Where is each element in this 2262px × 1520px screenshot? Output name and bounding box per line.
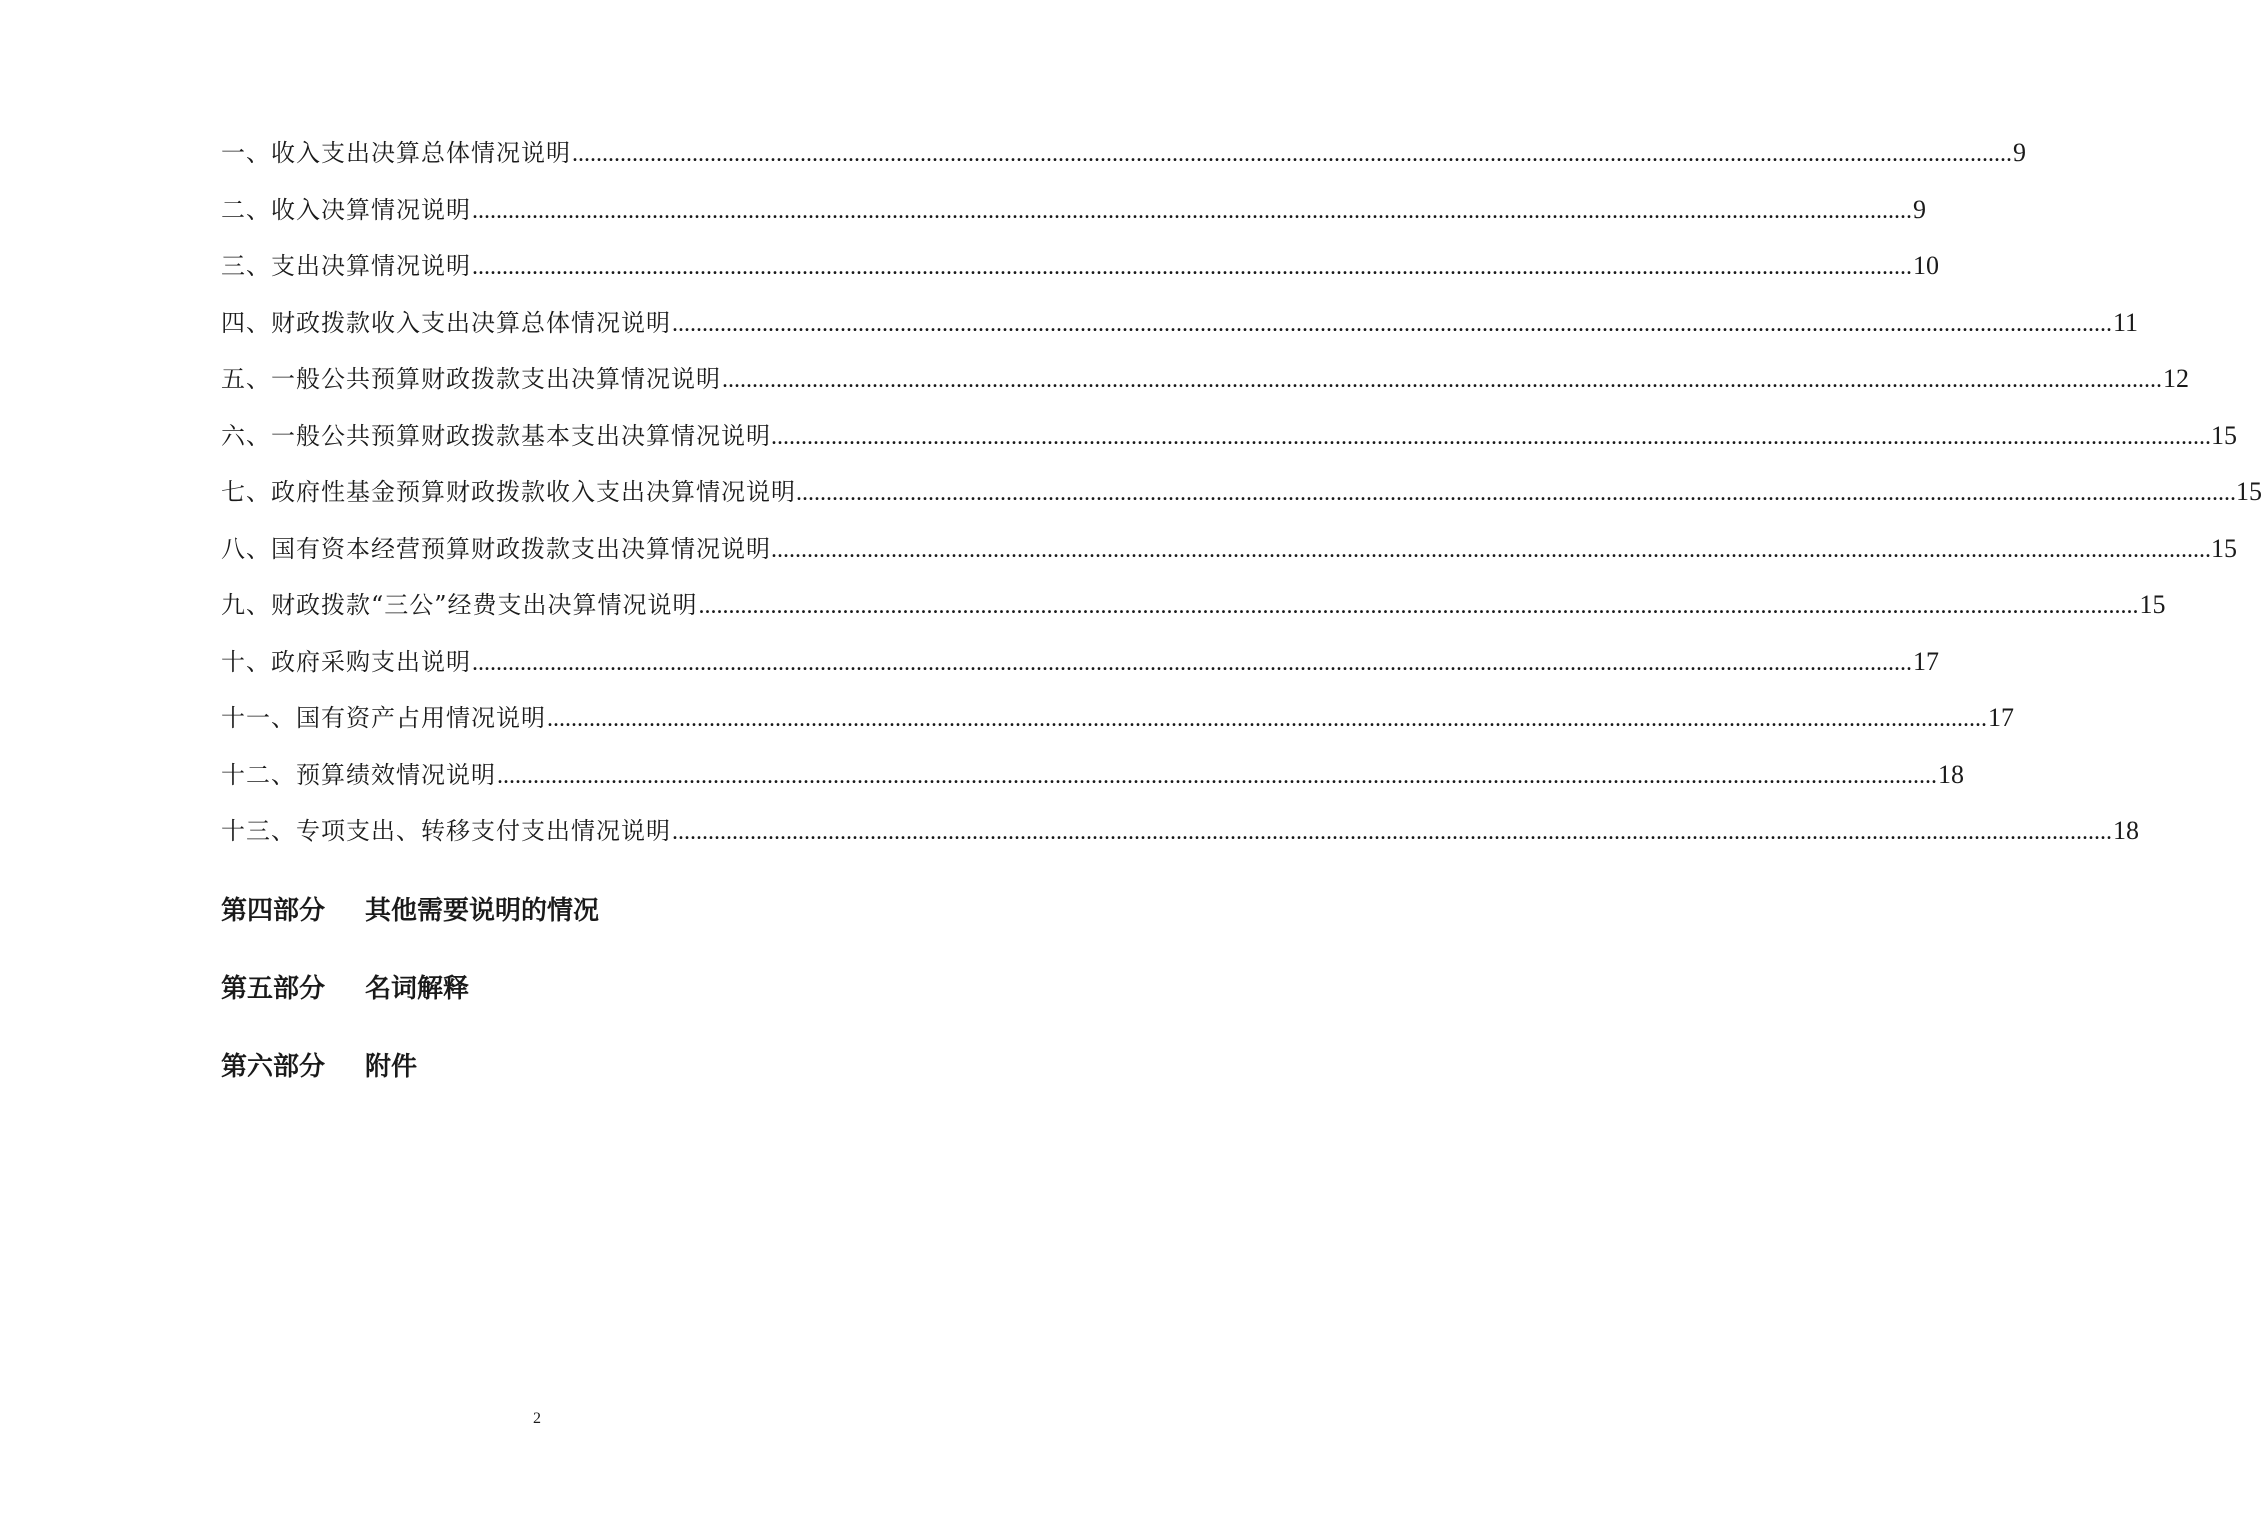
toc-leader-dots (497, 763, 1937, 790)
part-number: 第四部分 (221, 896, 326, 926)
toc-entry-page: 9 (2013, 138, 2026, 167)
toc-entry[interactable] (221, 811, 2139, 868)
toc-entry[interactable] (221, 359, 2189, 416)
toc-leader-dots (547, 706, 1987, 733)
toc-entry[interactable] (221, 472, 2262, 529)
toc-entry-title: 十、政府采购支出说明 (221, 647, 471, 676)
toc-leader-dots (472, 198, 1912, 225)
toc-entry[interactable] (221, 529, 2237, 586)
part-heading[interactable] (221, 968, 599, 1046)
part-heading[interactable] (221, 1046, 599, 1124)
toc-leader-dots (722, 367, 2162, 394)
toc-entry-page: 10 (1913, 251, 1939, 280)
toc-entry-title: 九、财政拨款“三公”经费支出决算情况说明 (221, 591, 698, 619)
toc-entry-page: 17 (1988, 703, 2014, 732)
toc-entry-page: 15 (2236, 477, 2262, 506)
toc-entry-page: 15 (2139, 590, 2166, 619)
toc-entry-title: 二、收入决算情况说明 (221, 195, 471, 224)
toc-entry[interactable] (221, 303, 2139, 360)
toc-entry-page: 18 (2113, 816, 2139, 845)
toc-entry[interactable] (221, 642, 1939, 699)
toc-leader-dots (699, 593, 2139, 620)
toc-entry-title: 十三、专项支出、转移支付支出情况说明 (221, 817, 671, 845)
toc-entry-title: 三、支出决算情况说明 (221, 252, 471, 280)
toc-leader-dots (572, 141, 2012, 168)
toc-entry-title: 一、收入支出决算总体情况说明 (221, 139, 571, 167)
toc-entry[interactable] (221, 246, 1939, 303)
part-title: 名词解释 (365, 974, 470, 1004)
toc-leader-dots (771, 537, 2211, 564)
toc-leader-dots (796, 480, 2236, 507)
toc-entry-page: 15 (2211, 420, 2237, 450)
toc-entry-title: 七、政府性基金预算财政拨款收入支出决算情况说明 (221, 478, 796, 506)
toc-entry[interactable] (221, 416, 2237, 473)
part-heading[interactable] (221, 890, 599, 968)
toc-leader-dots (672, 311, 2112, 338)
toc-entry[interactable] (221, 698, 2014, 755)
part-number: 第六部分 (221, 1052, 326, 1082)
toc-entry-page: 9 (1913, 194, 1926, 224)
toc-leader-dots (472, 650, 1912, 677)
toc-leader-dots (472, 254, 1912, 281)
toc-entry-title: 六、一般公共预算财政拨款基本支出决算情况说明 (221, 421, 771, 450)
toc-entry-title: 十二、预算绩效情况说明 (221, 760, 496, 789)
toc-leader-dots (672, 819, 2112, 846)
table-of-contents (221, 133, 2262, 868)
toc-entry-page: 11 (2113, 307, 2139, 337)
part-title: 附件 (365, 1052, 418, 1082)
toc-entry-title: 八、国有资本经营预算财政拨款支出决算情况说明 (221, 534, 771, 563)
toc-entry[interactable] (221, 755, 1964, 812)
toc-entry-page: 17 (1913, 646, 1939, 676)
toc-entry[interactable] (221, 585, 2166, 642)
toc-entry[interactable] (221, 133, 2026, 190)
toc-leader-dots (771, 424, 2211, 451)
part-headings (221, 890, 599, 1124)
part-title: 其他需要说明的情况 (365, 896, 600, 926)
toc-entry-page: 15 (2211, 533, 2237, 563)
part-number: 第五部分 (221, 974, 326, 1004)
toc-entry-page: 18 (1938, 759, 1964, 789)
toc-entry-title: 十一、国有资产占用情况说明 (221, 704, 546, 732)
toc-entry[interactable] (221, 190, 1926, 247)
toc-entry-title: 五、一般公共预算财政拨款支出决算情况说明 (221, 365, 721, 393)
toc-entry-page: 12 (2163, 364, 2189, 393)
toc-entry-title: 四、财政拨款收入支出决算总体情况说明 (221, 308, 671, 337)
page-number: 2 (533, 1410, 541, 1427)
